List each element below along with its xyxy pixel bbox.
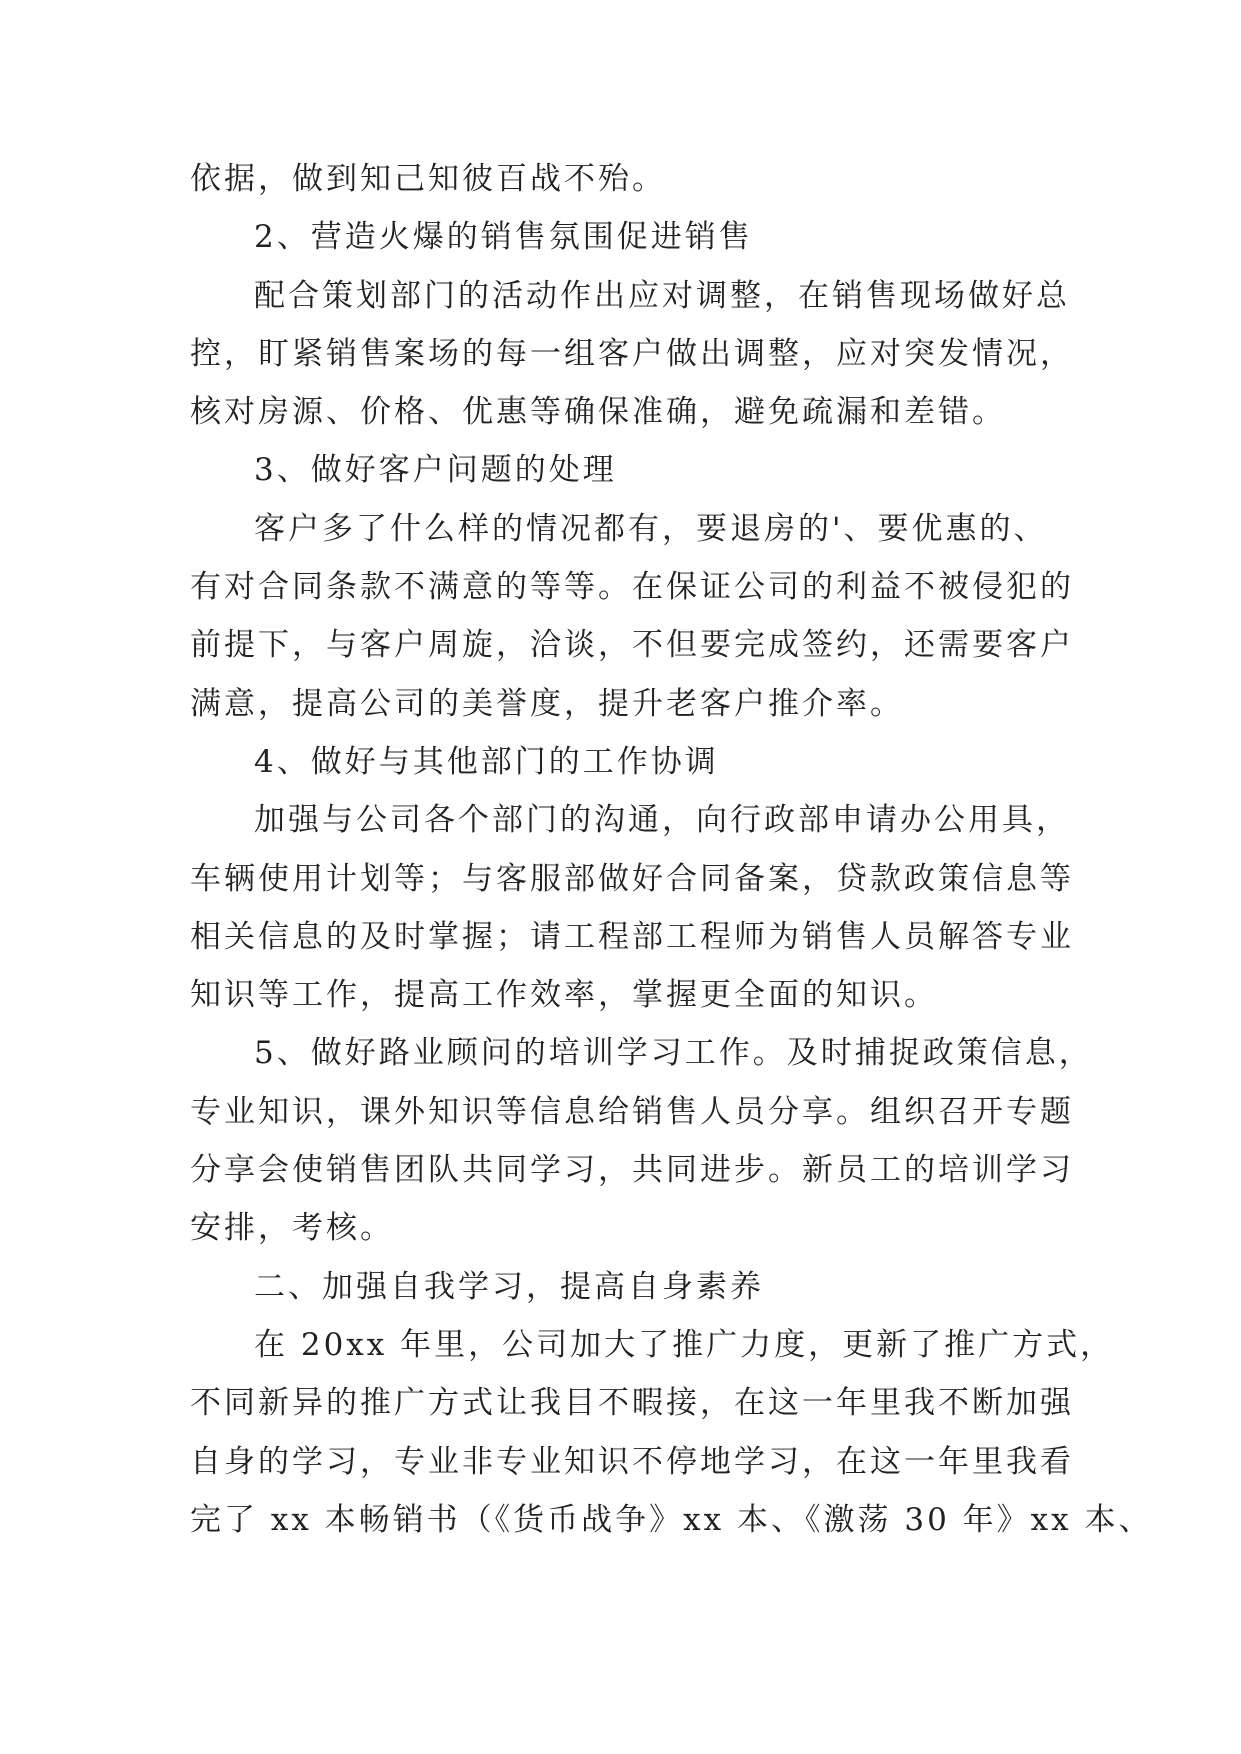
text-line: 加强与公司各个部门的沟通，向行政部申请办公用具， [254,802,1070,839]
text-line: 不同新异的推广方式让我目不暇接，在这一年里我不断加强 [190,1385,1074,1422]
text-line: 安排，考核。 [190,1210,394,1247]
text-line: 有对合同条款不满意的等等。在保证公司的利益不被侵犯的 [190,569,1074,606]
text-line: 分享会使销售团队共同学习，共同进步。新员工的培训学习 [190,1152,1074,1189]
text-line: 相关信息的及时掌握；请工程部工程师为销售人员解答专业 [190,918,1074,955]
text-line: 知识等工作，提高工作效率，掌握更全面的知识。 [190,977,938,1014]
text-line: 专业知识，课外知识等信息给销售人员分享。组织召开专题 [190,1093,1074,1130]
text-line: 客户多了什么样的情况都有，要退房的'、要优惠的、 [254,510,1048,547]
section-heading: 2、营造火爆的销售氛围促进销售 [254,219,753,256]
section-heading: 3、做好客户问题的处理 [254,452,617,489]
text-line: 车辆使用计划等；与客服部做好合同备案，贷款政策信息等 [190,860,1074,897]
text-line: 在 20xx 年里，公司加大了推广力度，更新了推广方式， [254,1326,1115,1363]
text-line: 自身的学习，专业非专业知识不停地学习，在这一年里我看 [190,1443,1074,1480]
document-body [190,150,1153,1549]
section-heading: 二、加强自我学习，提高自身素养 [254,1268,764,1305]
section-heading: 4、做好与其他部门的工作协调 [254,743,719,780]
text-line: 前提下，与客户周旋，洽谈，不但要完成签约，还需要客户 [190,627,1074,664]
text-line: 5、做好路业顾问的培训学习工作。及时捕捉政策信息， [254,1035,1093,1072]
text-line: 依据，做到知己知彼百战不殆。 [190,161,666,197]
text-line: 核对房源、价格、优惠等确保准确，避免疏漏和差错。 [190,394,1006,431]
text-line: 配合策划部门的活动作出应对调整，在销售现场做好总 [254,277,1070,314]
text-line: 完了 xx 本畅销书（《货币战争》xx 本、《激荡 30 年》xx 本、 [190,1501,1153,1538]
text-line: 控，盯紧销售案场的每一组客户做出调整，应对突发情况， [190,335,1074,372]
text-line: 满意，提高公司的美誉度，提升老客户推介率。 [190,685,904,722]
